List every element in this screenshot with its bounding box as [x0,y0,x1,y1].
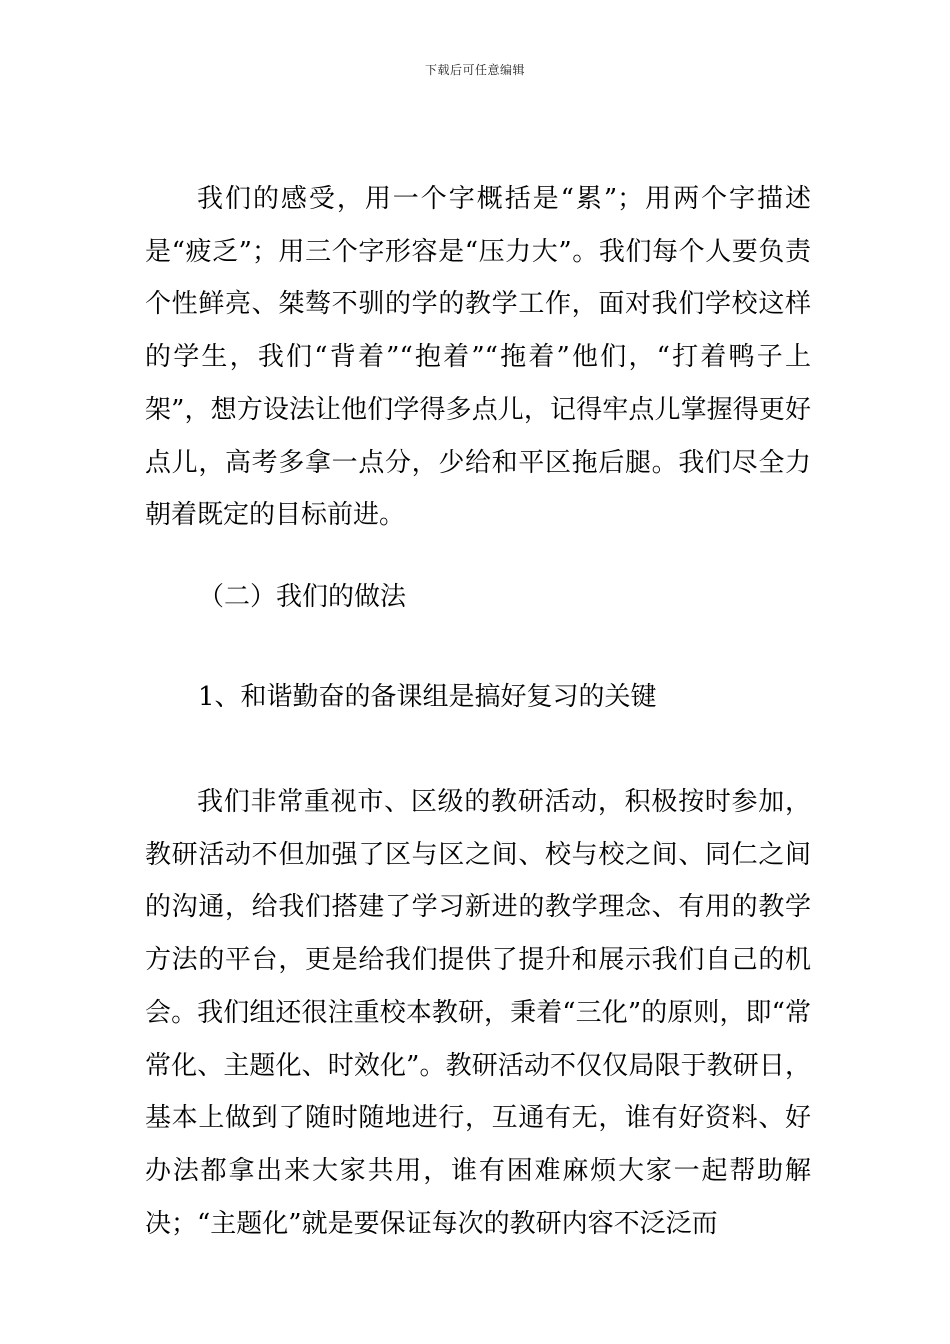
body-paragraph-teaching-research: 我们非常重视市、区级的教研活动，积极按时参加，教研活动不但加强了区与区之间、校与校之间、同仁之间的沟通，给我们搭建了学习新进的教学理念、有用的教学方法的平台，更是给我们提供了提升和展示我们自己的机会。我们组还很注重校本教研，秉着“三化”的原则，即“常常化、主题化、时效化”。教研活动不仅仅局限于教研日，基本上做到了随时随地进行，互通有无，谁有好资料、好办法都拿出来大家共用，谁有困难麻烦大家一起帮助解决；“主题化”就是要保证每次的教研内容不泛泛而 [145,787,811,1239]
page-header-note: 下载后可任意编辑 [424,63,525,77]
section-heading: （二）我们的做法 [198,582,407,612]
body-paragraph-feelings: 我们的感受，用一个字概括是“累”；用两个字描述是“疲乏”；用三个字形容是“压力大”。我们每个人要负责个性鲜亮、桀骜不驯的学的教学工作，面对我们学校这样的学生，我们“背着”“抱着”“拖着”他们，“打着鸭子上架”，想方设法让他们学得多点儿，记得牢点儿掌握得更好点儿，高考多拿一点分，少给和平区拖后腿。我们尽全力朝着既定的目标前进。 [145,184,811,531]
subsection-heading: 1、和谐勤奋的备课组是搞好复习的关键 [198,682,657,712]
